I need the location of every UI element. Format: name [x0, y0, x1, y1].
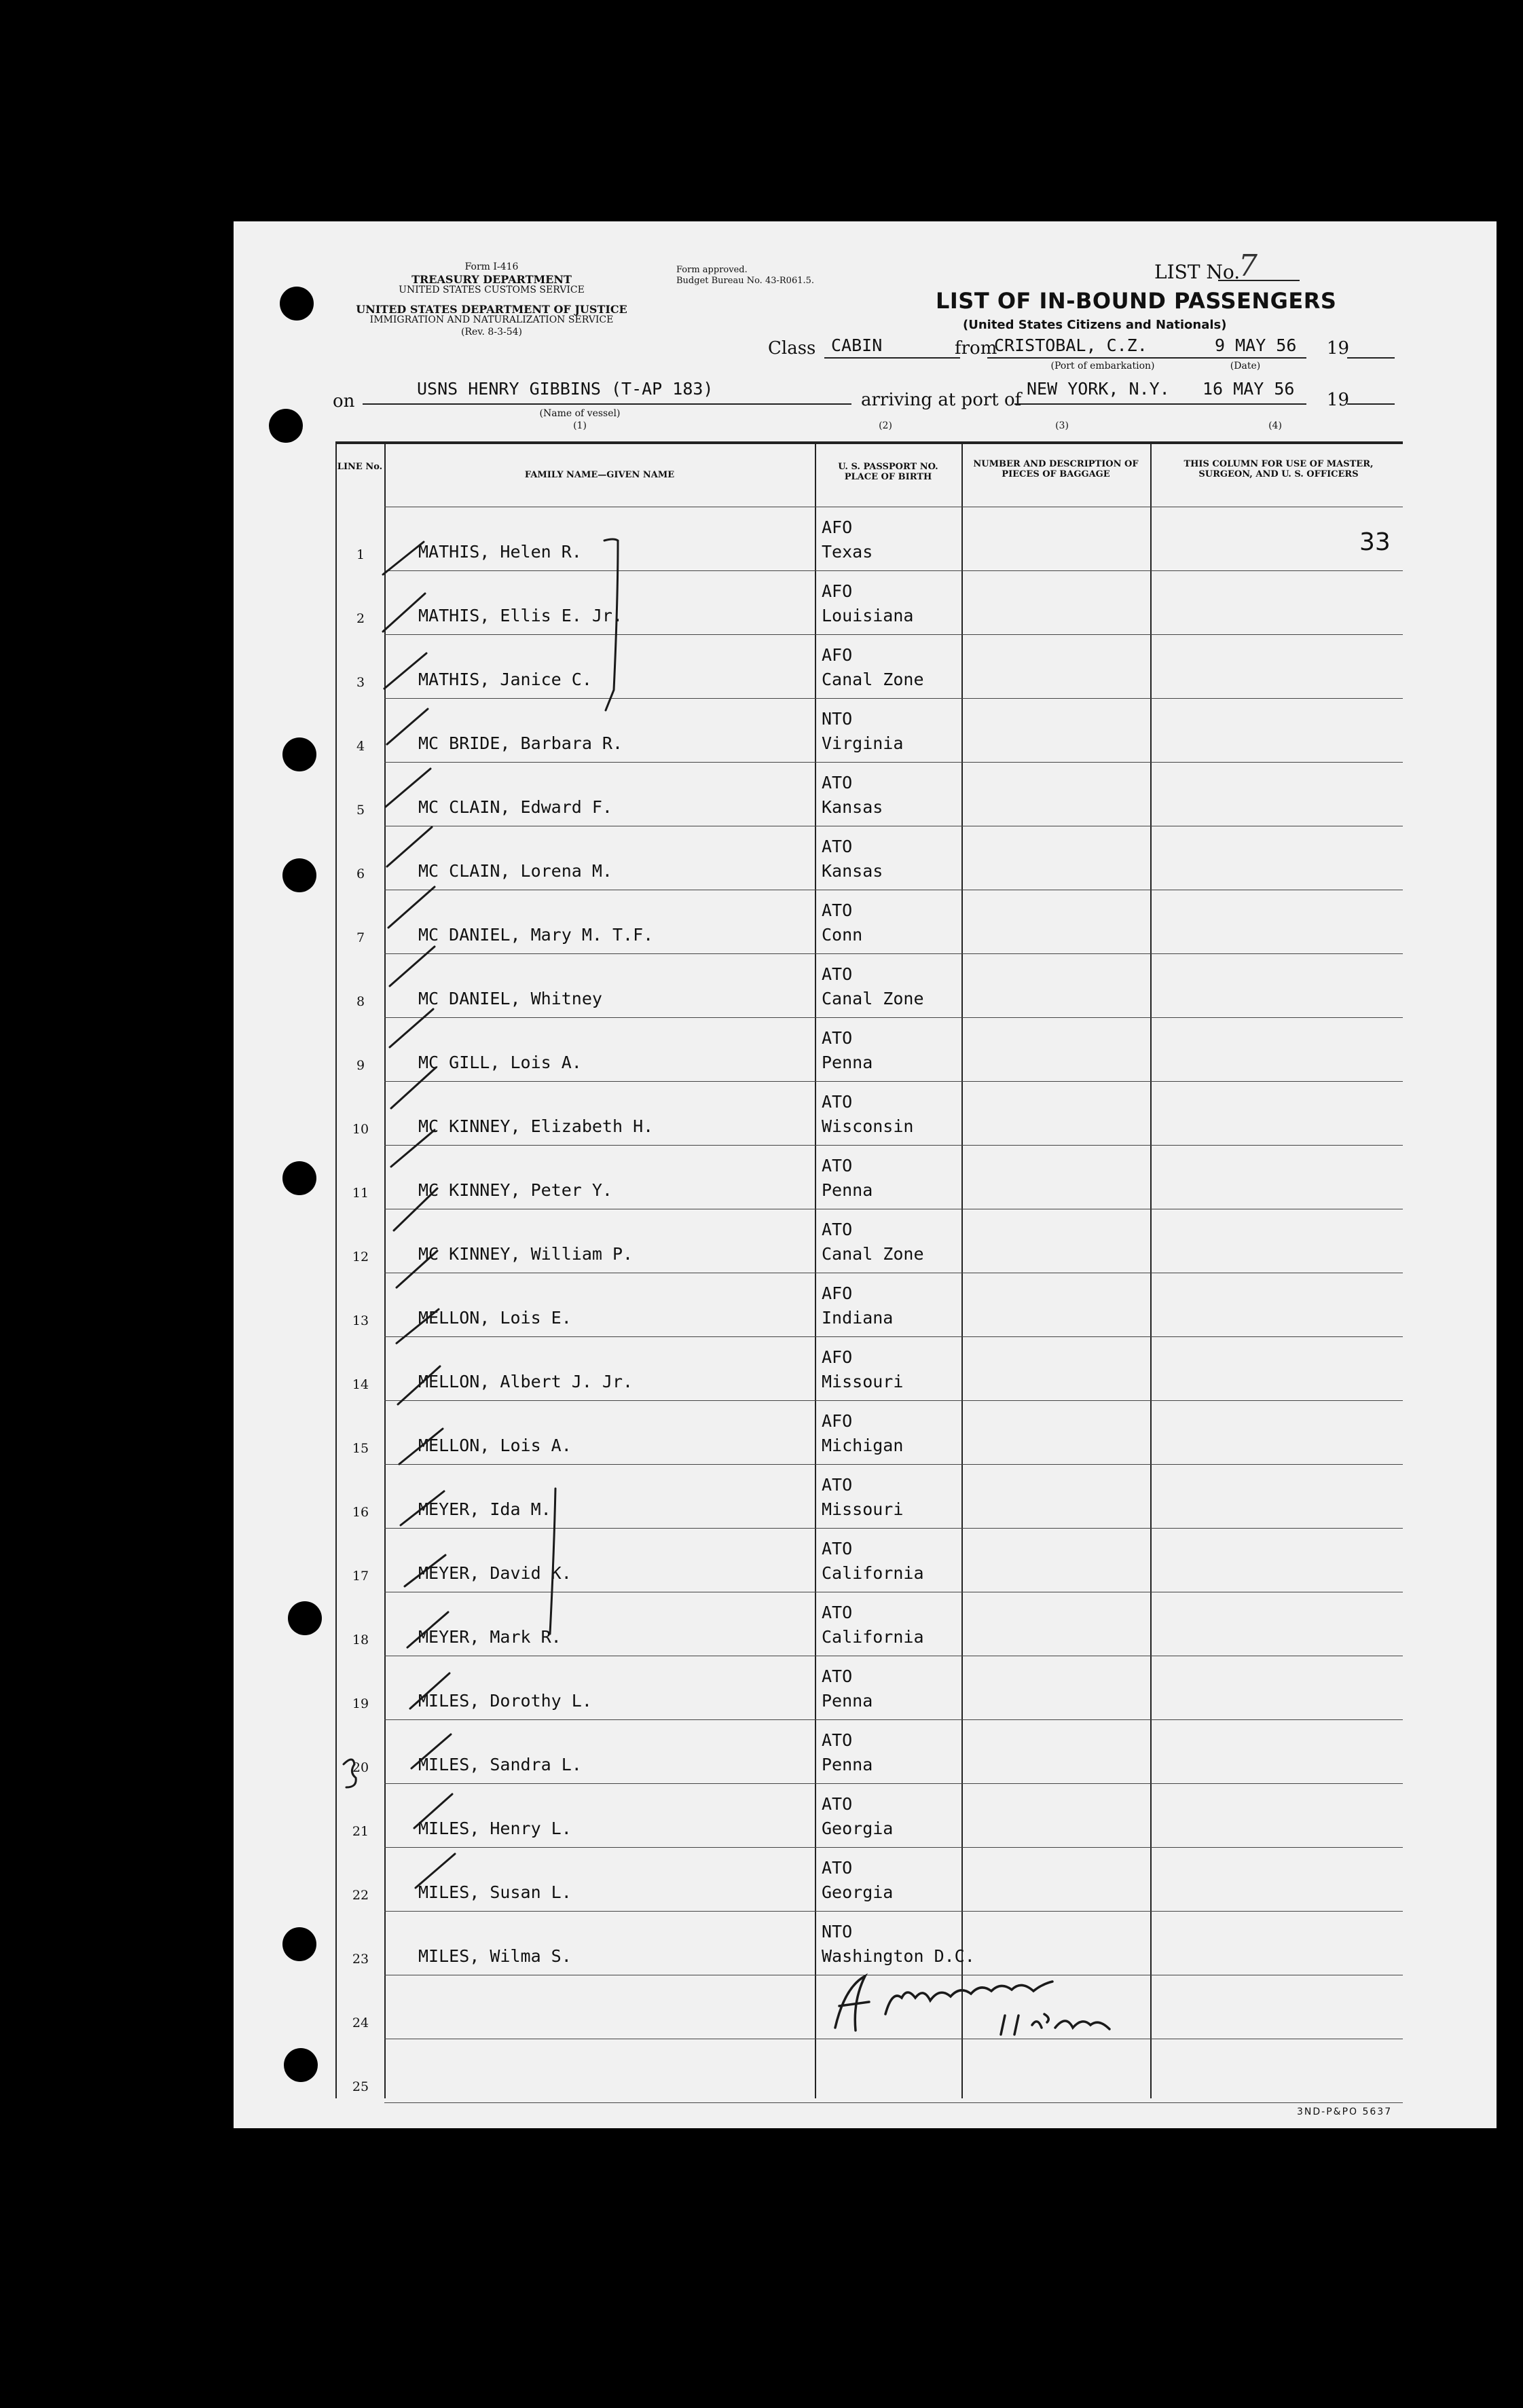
passenger-name: MC KINNEY, William P. — [418, 1244, 634, 1264]
arrival-port: NEW YORK, N.Y. — [1027, 379, 1170, 399]
passport-number: ATO — [822, 773, 853, 792]
passport-number: ATO — [822, 1730, 853, 1750]
place-of-birth: Kansas — [822, 797, 883, 817]
line-number: 17 — [352, 1569, 369, 1584]
place-of-birth: Georgia — [822, 1882, 894, 1902]
line-number: 3 — [356, 675, 365, 690]
place-of-birth: Kansas — [822, 861, 883, 881]
passenger-name: MC GILL, Lois A. — [418, 1053, 582, 1072]
officer-note: 33 — [1359, 528, 1391, 556]
place-of-birth: California — [822, 1563, 924, 1583]
passport-number: ATO — [822, 900, 853, 920]
place-of-birth: Penna — [822, 1691, 873, 1711]
passenger-name: MATHIS, Ellis E. Jr. — [418, 606, 623, 625]
customs-service: UNITED STATES CUSTOMS SERVICE — [399, 285, 585, 295]
passport-number: ATO — [822, 1220, 853, 1239]
passenger-name: MILES, Henry L. — [418, 1819, 572, 1838]
place-of-birth: Conn — [822, 925, 863, 945]
vessel-name: USNS HENRY GIBBINS (T-AP 183) — [417, 379, 714, 399]
passenger-name: MILES, Wilma S. — [418, 1946, 572, 1966]
embarkation-port: CRISTOBAL, C.Z. — [994, 335, 1148, 355]
passport-number: ATO — [822, 1858, 853, 1878]
line-number: 25 — [352, 2079, 369, 2094]
place-of-birth: Penna — [822, 1755, 873, 1774]
line-number: 13 — [352, 1313, 369, 1328]
embarkation-date: 9 MAY 56 — [1215, 335, 1297, 355]
handwritten-checkmarks — [234, 221, 1497, 2128]
col1-number: (1) — [573, 420, 587, 431]
revision: (Rev. 8-3-54) — [461, 327, 522, 338]
line-number: 18 — [352, 1632, 369, 1647]
passport-number: ATO — [822, 1475, 853, 1495]
passenger-name: MELLON, Albert J. Jr. — [418, 1372, 634, 1391]
budget-bureau: Budget Bureau No. 43-R061.5. — [676, 276, 815, 286]
passport-number: ATO — [822, 1794, 853, 1814]
line-number: 2 — [356, 611, 365, 626]
passenger-name: MEYER, Ida M. — [418, 1499, 551, 1519]
on-label: on — [333, 391, 355, 412]
header-officers: THIS COLUMN FOR USE OF MASTER, SURGEON, AND U. S. OFFICERS — [1183, 459, 1374, 479]
header-passport: U. S. PASSPORT NO. PLACE OF BIRTH — [838, 462, 938, 482]
class-label: Class — [768, 338, 816, 359]
passport-number: ATO — [822, 1539, 853, 1558]
passport-number: AFO — [822, 1347, 853, 1367]
passenger-name: MEYER, Mark R. — [418, 1627, 562, 1647]
passenger-name: MC DANIEL, Mary M. T.F. — [418, 925, 654, 945]
place-of-birth: Louisiana — [822, 606, 914, 625]
form-number: Form I-416 — [464, 261, 519, 272]
ins-service: IMMIGRATION AND NATURALIZATION SERVICE — [369, 314, 614, 325]
year-label: 19 — [1327, 338, 1350, 359]
place-of-birth: Georgia — [822, 1819, 894, 1838]
passport-number: NTO — [822, 709, 853, 729]
from-label: from — [955, 338, 997, 359]
place-of-birth: California — [822, 1627, 924, 1647]
embarkation-caption: (Port of embarkation) — [1050, 361, 1155, 371]
header-name: FAMILY NAME—GIVEN NAME — [524, 470, 675, 480]
passenger-name: MELLON, Lois A. — [418, 1436, 572, 1455]
passenger-name: MC KINNEY, Peter Y. — [418, 1180, 612, 1200]
line-number: 6 — [356, 866, 365, 881]
line-number: 5 — [356, 803, 365, 818]
col3-number: (3) — [1055, 420, 1069, 431]
class-value: CABIN — [831, 335, 883, 355]
header-baggage: NUMBER AND DESCRIPTION OF PIECES OF BAGGAGE — [973, 459, 1139, 479]
place-of-birth: Virginia — [822, 733, 904, 753]
line-number: 7 — [356, 930, 365, 945]
place-of-birth: Missouri — [822, 1372, 904, 1391]
col2-number: (2) — [879, 420, 892, 431]
passport-number: AFO — [822, 517, 853, 537]
passport-number: NTO — [822, 1922, 853, 1941]
line-number: 15 — [352, 1441, 369, 1456]
passenger-name: MC CLAIN, Edward F. — [418, 797, 612, 817]
passport-number: AFO — [822, 1283, 853, 1303]
line-number: 12 — [352, 1249, 369, 1264]
passenger-name: MC BRIDE, Barbara R. — [418, 733, 623, 753]
justice-dept: UNITED STATES DEPARTMENT OF JUSTICE — [356, 303, 627, 316]
line-number: 8 — [356, 994, 365, 1009]
signature-text — [831, 1973, 896, 1990]
line-number: 11 — [352, 1186, 369, 1201]
passport-number: ATO — [822, 837, 853, 856]
arriving-label: arriving at port of — [861, 390, 1022, 410]
date-caption: (Date) — [1230, 361, 1261, 371]
printer-code: 3ND-P&PO 5637 — [1297, 2106, 1393, 2117]
place-of-birth: Missouri — [822, 1499, 904, 1519]
place-of-birth: Texas — [822, 542, 873, 562]
place-of-birth: Wisconsin — [822, 1116, 914, 1136]
line-number: 22 — [352, 1888, 369, 1903]
place-of-birth: Washington D.C. — [822, 1946, 975, 1966]
place-of-birth: Penna — [822, 1053, 873, 1072]
passenger-name: MC DANIEL, Whitney — [418, 989, 602, 1008]
passport-number: ATO — [822, 1666, 853, 1686]
passport-number: ATO — [822, 1603, 853, 1622]
line-number: 4 — [356, 739, 365, 754]
form-sheet — [234, 221, 1497, 2128]
header-line-no: LINE No. — [337, 462, 383, 472]
vessel-caption: (Name of vessel) — [539, 408, 621, 419]
form-title: LIST OF IN-BOUND PASSENGERS — [936, 288, 1337, 314]
form-approved: Form approved. — [676, 265, 748, 275]
treasury-dept: TREASURY DEPARTMENT — [411, 273, 572, 286]
passenger-name: MILES, Susan L. — [418, 1882, 572, 1902]
col4-number: (4) — [1268, 420, 1282, 431]
place-of-birth: Penna — [822, 1180, 873, 1200]
place-of-birth: Indiana — [822, 1308, 894, 1328]
passenger-name: MEYER, David K. — [418, 1563, 572, 1583]
passenger-name: MC CLAIN, Lorena M. — [418, 861, 612, 881]
list-no-label: LIST No. — [1154, 261, 1241, 283]
line-number: 1 — [356, 547, 365, 562]
passenger-name: MILES, Dorothy L. — [418, 1691, 592, 1711]
line-number: 21 — [352, 1824, 369, 1839]
passport-number: AFO — [822, 1411, 853, 1431]
line-number: 10 — [352, 1122, 369, 1137]
form-subtitle: (United States Citizens and Nationals) — [963, 318, 1227, 332]
passport-number: AFO — [822, 581, 853, 601]
place-of-birth: Michigan — [822, 1436, 904, 1455]
time-text — [994, 2014, 1031, 2028]
passport-number: AFO — [822, 645, 853, 665]
passport-number: ATO — [822, 1156, 853, 1175]
margin-mark-text — [344, 1759, 351, 1773]
list-no-value: 7 — [1238, 249, 1258, 283]
place-of-birth: Canal Zone — [822, 989, 924, 1008]
line-number: 24 — [352, 2015, 369, 2030]
passport-number: ATO — [822, 1092, 853, 1112]
line-number: 9 — [356, 1058, 365, 1073]
place-of-birth: Canal Zone — [822, 1244, 924, 1264]
year-label-2: 19 — [1327, 390, 1350, 410]
line-number: 16 — [352, 1505, 369, 1520]
place-of-birth: Canal Zone — [822, 670, 924, 689]
line-number: 19 — [352, 1696, 369, 1711]
passenger-name: MATHIS, Helen R. — [418, 542, 582, 562]
passenger-name: MATHIS, Janice C. — [418, 670, 592, 689]
line-number: 23 — [352, 1952, 369, 1967]
line-number: 20 — [352, 1760, 369, 1775]
passenger-name: MC KINNEY, Elizabeth H. — [418, 1116, 654, 1136]
passport-number: ATO — [822, 1028, 853, 1048]
passenger-name: MELLON, Lois E. — [418, 1308, 572, 1328]
arrival-date: 16 MAY 56 — [1203, 379, 1295, 399]
line-number: 14 — [352, 1377, 369, 1392]
passenger-name: MILES, Sandra L. — [418, 1755, 582, 1774]
passport-number: ATO — [822, 964, 853, 984]
